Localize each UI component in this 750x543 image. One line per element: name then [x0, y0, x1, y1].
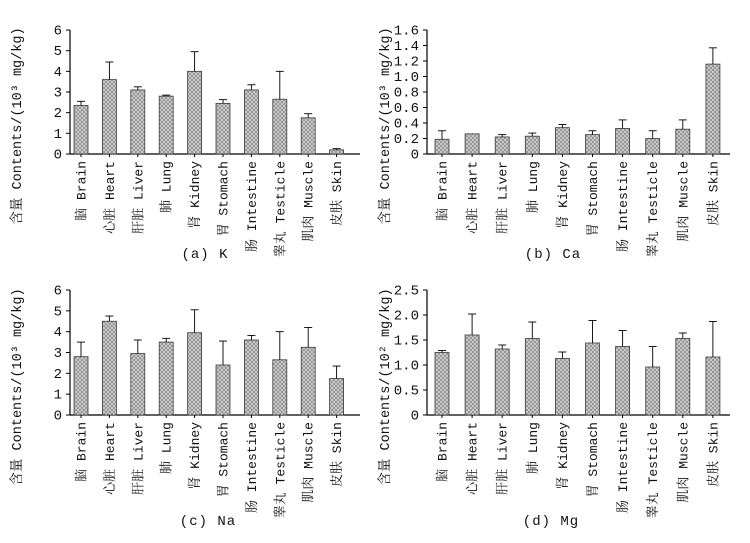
bar: [131, 354, 145, 415]
category-label: 肾 Kidney: [188, 422, 204, 490]
y-tick-label: 0: [53, 147, 62, 164]
category-label: 胃 Stomach: [586, 422, 601, 498]
category-label: 肺 Lung: [159, 422, 175, 475]
y-tick-label: 1.0: [393, 70, 419, 86]
bar: [273, 360, 287, 415]
panel-na: [0, 270, 375, 543]
category-label: 肺 Lung: [159, 161, 175, 214]
category-label: 心脏 Heart: [102, 422, 118, 495]
y-tick-label: 2: [53, 106, 62, 123]
bar: [435, 353, 449, 416]
y-tick-label: 1.0: [393, 358, 419, 375]
y-tick-label: 0.6: [393, 101, 419, 117]
category-label: 肌肉 Muscle: [676, 422, 692, 503]
category-label: 脑 Brain: [74, 161, 90, 221]
y-tick-label: 6: [53, 283, 62, 300]
bar: [495, 137, 509, 154]
category-label: 肾 Kidney: [188, 161, 204, 229]
bars: [74, 310, 344, 418]
category-label: 脑 Brain: [74, 422, 90, 482]
category-label: 肾 Kidney: [555, 161, 571, 229]
panel-ca: [375, 0, 750, 270]
y-tick-label: 0.4: [393, 116, 419, 133]
bar: [435, 139, 449, 154]
category-label: 肌肉 Muscle: [301, 422, 317, 503]
bar: [586, 135, 600, 154]
bar: [244, 90, 258, 154]
y-axis-title: 含量 Contents/(10³ mg/kg): [11, 288, 26, 486]
category-label: 肝脏 Liver: [131, 422, 147, 495]
bar: [495, 349, 509, 415]
bar: [244, 340, 258, 415]
category-label: 脑 Brain: [435, 161, 451, 221]
y-tick-label: 0.8: [393, 85, 419, 102]
category-label: 胃 Stomach: [216, 422, 232, 498]
category-label: 皮肤 Skin: [706, 422, 722, 488]
panel-caption-ca: (b) Ca: [524, 247, 582, 263]
category-label: 肠 Intestine: [244, 161, 260, 253]
panel-caption-mg: (d) Mg: [522, 514, 580, 530]
y-tick-label: 0: [410, 147, 419, 164]
bar: [330, 379, 344, 415]
bars: [435, 48, 720, 157]
y-tick-label: 1: [53, 387, 62, 404]
bar: [188, 333, 202, 415]
bar: [216, 103, 230, 154]
y-tick-label: 5: [53, 44, 62, 61]
category-label: 肌肉 Muscle: [301, 161, 317, 242]
category-label: 肠 Intestine: [616, 161, 632, 253]
bar: [273, 99, 287, 154]
category-label: 肝脏 Liver: [495, 161, 511, 234]
category-label: 肠 Intestine: [616, 422, 632, 514]
panel-caption-na: (c) Na: [179, 514, 237, 530]
category-label: 胃 Stomach: [216, 161, 232, 237]
bar: [676, 339, 690, 416]
bar: [525, 136, 539, 154]
category-label: 肺 Lung: [525, 161, 541, 214]
bar: [586, 343, 600, 415]
bar: [159, 96, 173, 154]
bar: [74, 105, 88, 154]
y-axis-ticks: [54, 284, 70, 425]
y-tick-label: 2.5: [393, 283, 419, 300]
bar-chart-k: [0, 0, 375, 270]
y-tick-label: 0.2: [393, 132, 419, 148]
y-tick-label: 1.2: [393, 54, 419, 71]
y-tick-label: 3: [53, 346, 62, 362]
category-label: 脑 Brain: [435, 422, 451, 482]
category-label: 肌肉 Muscle: [676, 161, 692, 242]
category-label: 皮肤 Skin: [706, 161, 722, 227]
y-tick-label: 1.4: [393, 39, 419, 55]
category-label: 肺 Lung: [525, 422, 541, 475]
y-tick-label: 1.6: [393, 23, 419, 40]
panel-k: [0, 0, 375, 270]
y-axis-ticks: [394, 24, 427, 164]
bar: [616, 128, 630, 154]
panel-caption-k: (a) K: [181, 247, 229, 263]
y-tick-label: 0.5: [393, 383, 419, 400]
bar: [102, 80, 116, 154]
bar: [555, 359, 569, 416]
bar: [188, 71, 202, 154]
category-label: 心脏 Heart: [465, 422, 481, 495]
bar: [706, 64, 720, 154]
category-label: 心脏 Heart: [102, 161, 118, 234]
category-label: 肠 Intestine: [244, 422, 260, 514]
y-tick-label: 1.5: [393, 333, 419, 350]
bar: [301, 118, 315, 154]
y-tick-label: 4: [53, 325, 62, 342]
y-tick-label: 0: [410, 408, 419, 425]
bar: [102, 321, 116, 415]
y-tick-label: 6: [53, 23, 62, 40]
bar: [131, 90, 145, 154]
bar: [616, 347, 630, 416]
category-label: 肾 Kidney: [555, 422, 571, 490]
y-tick-label: 2: [53, 366, 62, 383]
bar-chart-na: [0, 270, 375, 543]
category-label: 皮肤 Skin: [330, 161, 346, 227]
bar: [301, 347, 315, 415]
bar: [646, 367, 660, 415]
bar: [676, 129, 690, 154]
y-axis-ticks: [394, 284, 427, 425]
category-label: 心脏 Heart: [465, 161, 481, 234]
category-label: 肝脏 Liver: [495, 422, 511, 495]
bar: [216, 365, 230, 415]
category-label: 睾丸 Testicle: [273, 161, 289, 258]
y-tick-label: 4: [53, 64, 62, 81]
y-tick-label: 1: [53, 126, 62, 143]
bars: [435, 314, 720, 418]
y-axis-title: 含量 Contents/(10³ mg/kg): [11, 27, 26, 225]
y-tick-label: 3: [53, 85, 62, 102]
y-axis-title: 含量 Contents/(10² mg/kg): [379, 288, 394, 486]
bars: [74, 52, 344, 157]
bar: [330, 150, 344, 154]
category-label: 睾丸 Testicle: [646, 422, 662, 519]
bar: [706, 357, 720, 415]
category-label: 皮肤 Skin: [330, 422, 346, 488]
bar: [465, 335, 479, 415]
y-tick-label: 5: [53, 304, 62, 321]
bar: [159, 342, 173, 415]
bar-chart-mg: [375, 270, 750, 543]
category-label: 睾丸 Testicle: [646, 161, 662, 258]
category-label: 睾丸 Testicle: [273, 422, 289, 519]
category-label: 肝脏 Liver: [131, 161, 147, 234]
bar: [525, 339, 539, 416]
y-tick-label: 0: [53, 408, 62, 425]
bar: [555, 128, 569, 154]
panel-mg: [375, 270, 750, 543]
bar-chart-ca: [375, 0, 750, 270]
y-tick-label: 2.0: [393, 308, 419, 325]
bar: [646, 139, 660, 155]
category-label: 胃 Stomach: [586, 161, 601, 237]
bar: [74, 357, 88, 415]
bar: [465, 134, 479, 154]
y-axis-ticks: [54, 24, 70, 164]
y-axis-title: 含量 Contents/(10³ mg/kg): [379, 27, 394, 225]
